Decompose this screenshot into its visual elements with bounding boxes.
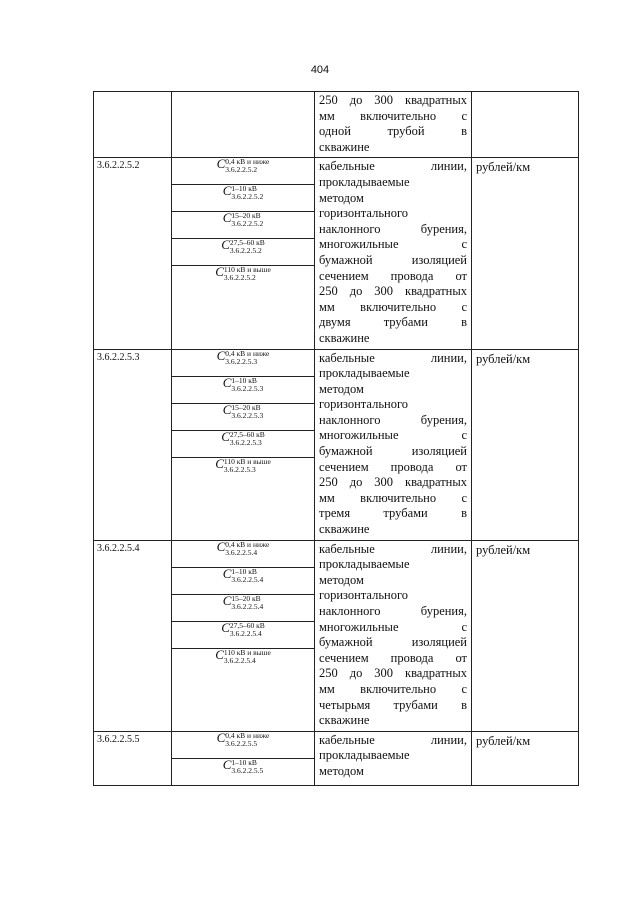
rate-symbol-letter: C <box>222 183 232 199</box>
description-line: наклонного бурения, <box>319 221 467 236</box>
code-subscript: 3.6.2.2.5.2 <box>229 246 262 256</box>
rate-symbol <box>172 729 314 759</box>
voltage-superscript: 1–10 кВ <box>231 184 257 194</box>
rate-symbol <box>172 455 314 484</box>
code-subscript: 3.6.2.2.5.4 <box>231 601 264 611</box>
rate-symbol <box>172 401 314 431</box>
rate-symbol-letter: C <box>222 565 232 581</box>
description-line: кабельные линии, <box>319 350 467 365</box>
description-line: 250 до 300 квадратных <box>319 93 467 107</box>
description-line: бумажной изоляцией <box>319 635 467 650</box>
code-subscript: 3.6.2.2.5.4 <box>231 574 264 584</box>
voltage-superscript: 1–10 кВ <box>231 566 257 576</box>
description-line: 250 до 300 квадратных <box>319 666 467 681</box>
description-line: тремя трубами в <box>319 506 467 521</box>
rate-symbol <box>172 374 314 404</box>
rate-symbol <box>172 158 314 185</box>
voltage-superscript: 0,4 кВ и ниже <box>225 348 270 358</box>
description-line: многожильные с <box>319 428 467 443</box>
rate-symbol <box>172 592 314 622</box>
rate-symbol-letter: C <box>221 619 230 635</box>
code-subscript: 3.6.2.2.5.3 <box>223 464 256 474</box>
description-line: многожильные с <box>319 619 467 634</box>
row-description <box>315 540 472 731</box>
row-unit: рублей/км <box>472 158 579 349</box>
voltage-superscript: 0,4 кВ и ниже <box>225 539 270 549</box>
description-line: прокладываемые <box>319 557 410 572</box>
row-unit: рублей/км <box>472 731 579 785</box>
code-subscript: 3.6.2.2.5.2 <box>231 192 264 202</box>
description-line: сечением провода от <box>319 268 467 283</box>
description-line: методом <box>319 190 364 205</box>
tariff-table <box>93 91 579 786</box>
rate-symbol <box>172 646 314 675</box>
code-subscript: 3.6.2.2.5.3 <box>225 356 258 366</box>
rate-symbol <box>172 185 314 212</box>
voltage-superscript: 27,5–60 кВ <box>229 238 265 248</box>
voltage-superscript: 27,5–60 кВ <box>229 429 265 439</box>
code-subscript: 3.6.2.2.5.3 <box>229 437 262 447</box>
description-line: наклонного бурения, <box>319 604 467 618</box>
rate-symbol-letter: C <box>216 156 226 172</box>
rate-symbol <box>172 428 314 458</box>
description-line: мм включительно с <box>319 681 467 696</box>
description-line: наклонного бурения, <box>319 412 467 427</box>
rate-variants <box>172 92 315 158</box>
rate-symbol-letter: C <box>222 592 232 608</box>
row-description <box>315 158 472 349</box>
description-line: мм включительно с <box>319 490 467 505</box>
voltage-superscript: 15–20 кВ <box>231 211 261 221</box>
table-row <box>94 158 579 349</box>
voltage-superscript: 15–20 кВ <box>231 593 261 603</box>
description-line: методом <box>319 381 364 396</box>
description-line: скважине <box>319 330 370 345</box>
code-subscript: 3.6.2.2.5.5 <box>231 765 264 775</box>
rate-symbol-letter: C <box>215 455 224 471</box>
table-row <box>94 731 579 785</box>
code-subscript: 3.6.2.2.5.2 <box>225 165 258 175</box>
rate-symbol-letter: C <box>216 347 226 363</box>
voltage-superscript: 0,4 кВ и ниже <box>225 730 270 740</box>
rate-symbol-letter: C <box>216 538 226 554</box>
description-line: методом <box>319 763 364 778</box>
description-line: бумажной изоляцией <box>319 252 467 267</box>
description-line: сечением провода от <box>319 459 467 474</box>
row-code: 3.6.2.2.5.3 <box>94 349 172 540</box>
row-code: 3.6.2.2.5.2 <box>94 158 172 349</box>
description-line: горизонтального <box>319 588 409 603</box>
code-subscript: 3.6.2.2.5.2 <box>231 219 264 229</box>
row-unit: рублей/км <box>472 540 579 731</box>
rate-symbol <box>172 619 314 649</box>
description-line: четырьмя трубами в <box>319 697 467 712</box>
rate-symbol-letter: C <box>222 756 232 772</box>
description-line: кабельные линии, <box>319 159 467 174</box>
description-line: прокладываемые <box>319 748 410 763</box>
voltage-superscript: 0,4 кВ и ниже <box>225 157 270 167</box>
description-line: 250 до 300 квадратных <box>319 284 467 299</box>
voltage-superscript: 15–20 кВ <box>231 402 261 412</box>
row-unit <box>472 92 579 158</box>
rate-symbol-letter: C <box>222 374 232 390</box>
rate-symbol-letter: C <box>215 264 224 280</box>
description-line: кабельные линии, <box>319 732 467 747</box>
page-number: 404 <box>310 64 330 76</box>
rate-symbol <box>172 756 314 785</box>
table-row <box>94 540 579 731</box>
rate-variants <box>172 731 315 785</box>
rate-variants <box>172 158 315 349</box>
table-row <box>94 92 579 158</box>
rate-symbol-letter: C <box>222 210 232 226</box>
description-line: сечением провода от <box>319 650 467 665</box>
rate-variants <box>172 540 315 731</box>
code-subscript: 3.6.2.2.5.3 <box>231 410 264 420</box>
row-description <box>315 731 472 785</box>
rate-symbol <box>172 212 314 239</box>
rate-symbol-letter: C <box>215 646 224 662</box>
row-unit: рублей/км <box>472 349 579 540</box>
code-subscript: 3.6.2.2.5.4 <box>225 547 258 557</box>
voltage-superscript: 1–10 кВ <box>231 375 257 385</box>
rate-symbol <box>172 538 314 568</box>
description-line: многожильные с <box>319 237 467 252</box>
rate-symbol <box>172 266 314 292</box>
description-line: скважине <box>319 139 370 154</box>
description-line: горизонтального <box>319 397 409 412</box>
voltage-superscript: 110 кВ и выше <box>223 456 271 466</box>
description-line: мм включительно с <box>319 108 467 123</box>
description-line: бумажной изоляцией <box>319 444 467 459</box>
description-line: горизонтального <box>319 206 409 221</box>
code-subscript: 3.6.2.2.5.4 <box>229 628 262 638</box>
description-line: прокладываемые <box>319 174 410 189</box>
code-subscript: 3.6.2.2.5.5 <box>225 738 258 748</box>
row-description <box>315 349 472 540</box>
description-line: одной трубой в <box>319 124 467 139</box>
rate-symbol-letter: C <box>222 401 232 417</box>
description-line: 250 до 300 квадратных <box>319 475 467 490</box>
rate-variants <box>172 349 315 540</box>
voltage-superscript: 27,5–60 кВ <box>229 620 265 630</box>
description-line: двумя трубами в <box>319 315 467 330</box>
table-row <box>94 349 579 540</box>
rate-symbol <box>172 565 314 595</box>
rate-symbol <box>172 347 314 377</box>
rate-symbol <box>172 239 314 266</box>
row-code: 3.6.2.2.5.5 <box>94 731 172 785</box>
description-line: скважине <box>319 522 370 537</box>
rate-symbol-letter: C <box>221 237 230 253</box>
row-code: 3.6.2.2.5.4 <box>94 540 172 731</box>
description-line: кабельные линии, <box>319 541 467 556</box>
voltage-superscript: 110 кВ и выше <box>223 647 271 657</box>
code-subscript: 3.6.2.2.5.2 <box>223 273 256 283</box>
rate-symbol-letter: C <box>216 729 226 745</box>
rate-symbol-letter: C <box>221 428 230 444</box>
row-code <box>94 92 172 158</box>
row-description <box>315 92 472 158</box>
description-line: прокладываемые <box>319 366 410 381</box>
voltage-superscript: 1–10 кВ <box>231 757 257 767</box>
description-line: мм включительно с <box>319 299 467 314</box>
code-subscript: 3.6.2.2.5.4 <box>223 655 256 665</box>
voltage-superscript: 110 кВ и выше <box>223 265 271 275</box>
code-subscript: 3.6.2.2.5.3 <box>231 383 264 393</box>
description-line: скважине <box>319 713 370 728</box>
description-line: методом <box>319 572 364 587</box>
